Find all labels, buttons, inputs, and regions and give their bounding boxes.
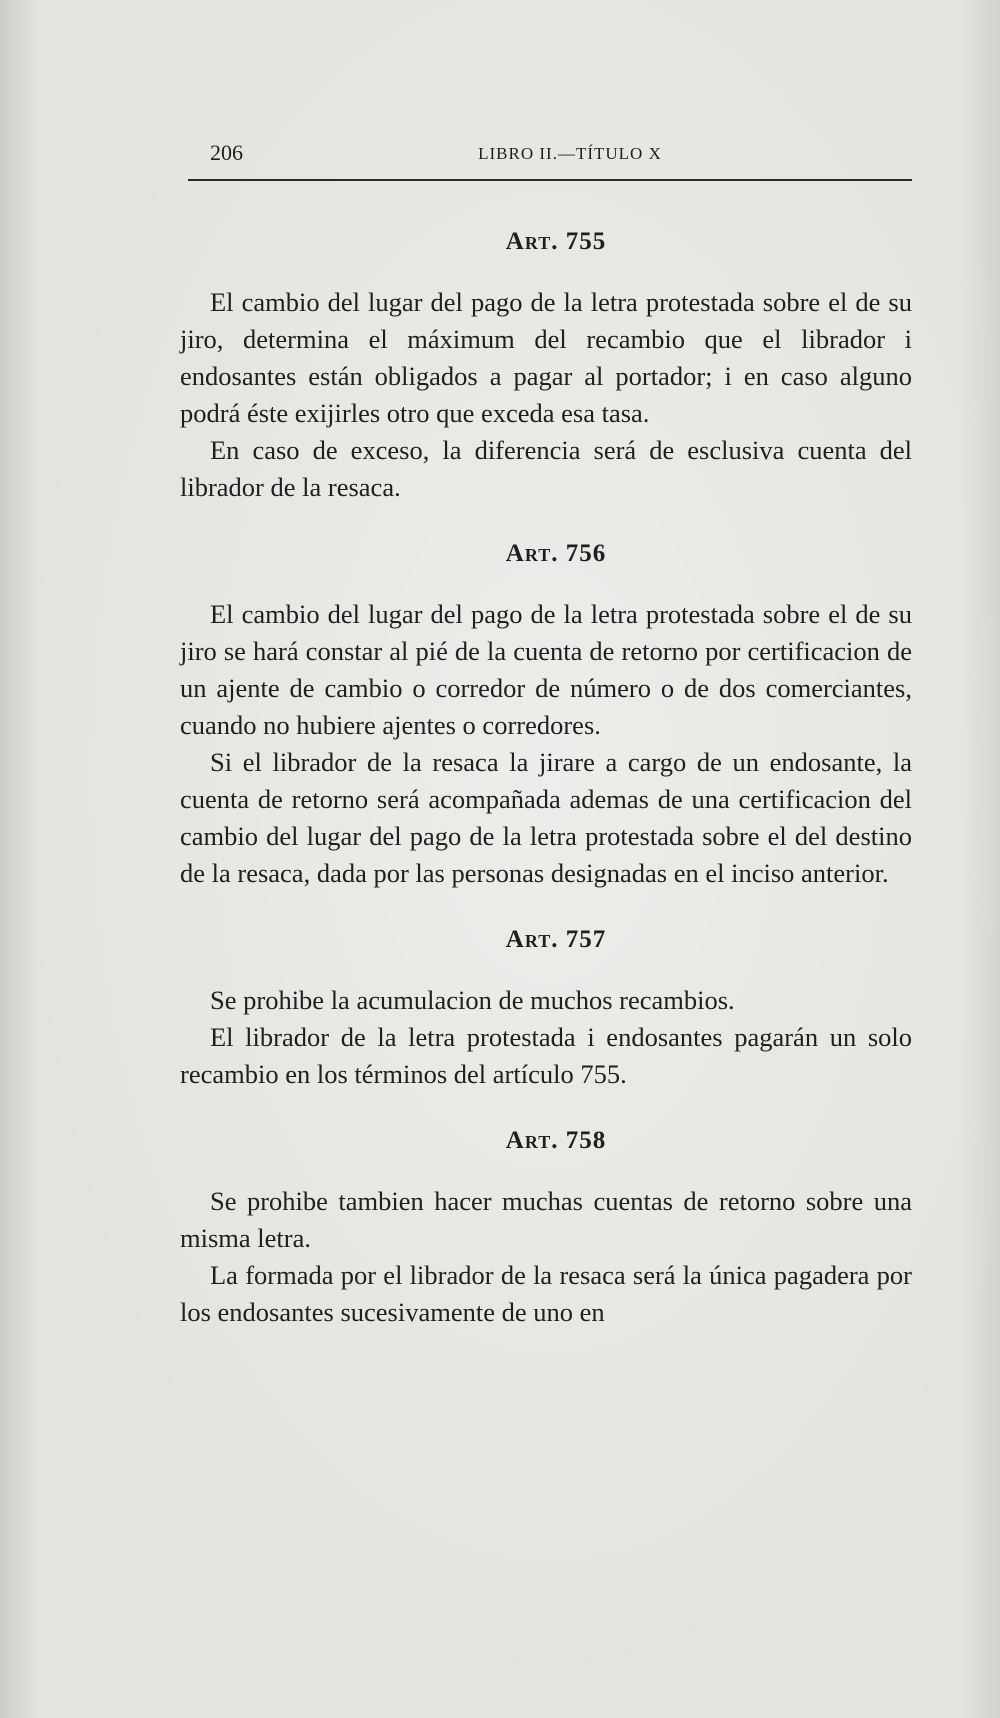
running-head [188, 140, 912, 174]
article-756 [180, 540, 912, 892]
spacer [180, 1093, 912, 1127]
article-757 [180, 926, 912, 1093]
paragraph: La formada por el librador de la resaca será la única pagadera por los endosantes sucesivamente de uno en [180, 1260, 912, 1327]
paragraph: El cambio del lugar del pago de la letra protestada sobre el de su jiro se hará constar al pié de la cuenta de retorno por certificacion de un ajente de cambio o corredor de número o de dos comerciantes, cuando no hubiere ajentes o corredores. [180, 599, 912, 740]
article-heading: Art. 755 [505, 228, 607, 255]
paragraph: Si el librador de la resaca la jirare a cargo de un endosante, la cuenta de retorno será acompañada ademas de una certificacion del cambio del lugar del pago de la letra protestada sobre el del destino de la resaca, dada por las personas designadas en el inciso anterior. [180, 747, 912, 888]
page-number: 206 [210, 140, 243, 165]
paragraph: El librador de la letra protestada i endosantes pagarán un solo recambio en los términos del artículo 755. [180, 1022, 912, 1089]
paragraph: Se prohibe tambien hacer muchas cuentas de retorno sobre una misma letra. [180, 1186, 912, 1253]
running-title: LIBRO II.—TÍTULO X [478, 144, 662, 163]
article-heading: Art. 756 [505, 540, 607, 567]
paragraph: Se prohibe la acumulacion de muchos recambios. [210, 985, 735, 1015]
header-rule [188, 179, 912, 181]
article-heading: Art. 757 [505, 926, 607, 953]
spacer [180, 506, 912, 540]
paragraph: En caso de exceso, la diferencia será de esclusiva cuenta del librador de la resaca. [180, 435, 912, 502]
paragraph: El cambio del lugar del pago de la letra protestada sobre el de su jiro, determina el máximum del recambio que el librador i endosantes están obligados a pagar al portador; i en caso alguno podrá éste exijirles otro que exceda esa tasa. [180, 287, 912, 428]
article-755 [180, 228, 912, 506]
spacer [180, 892, 912, 926]
article-758 [180, 1127, 912, 1331]
body-text [180, 228, 912, 1331]
article-heading: Art. 758 [505, 1127, 607, 1154]
